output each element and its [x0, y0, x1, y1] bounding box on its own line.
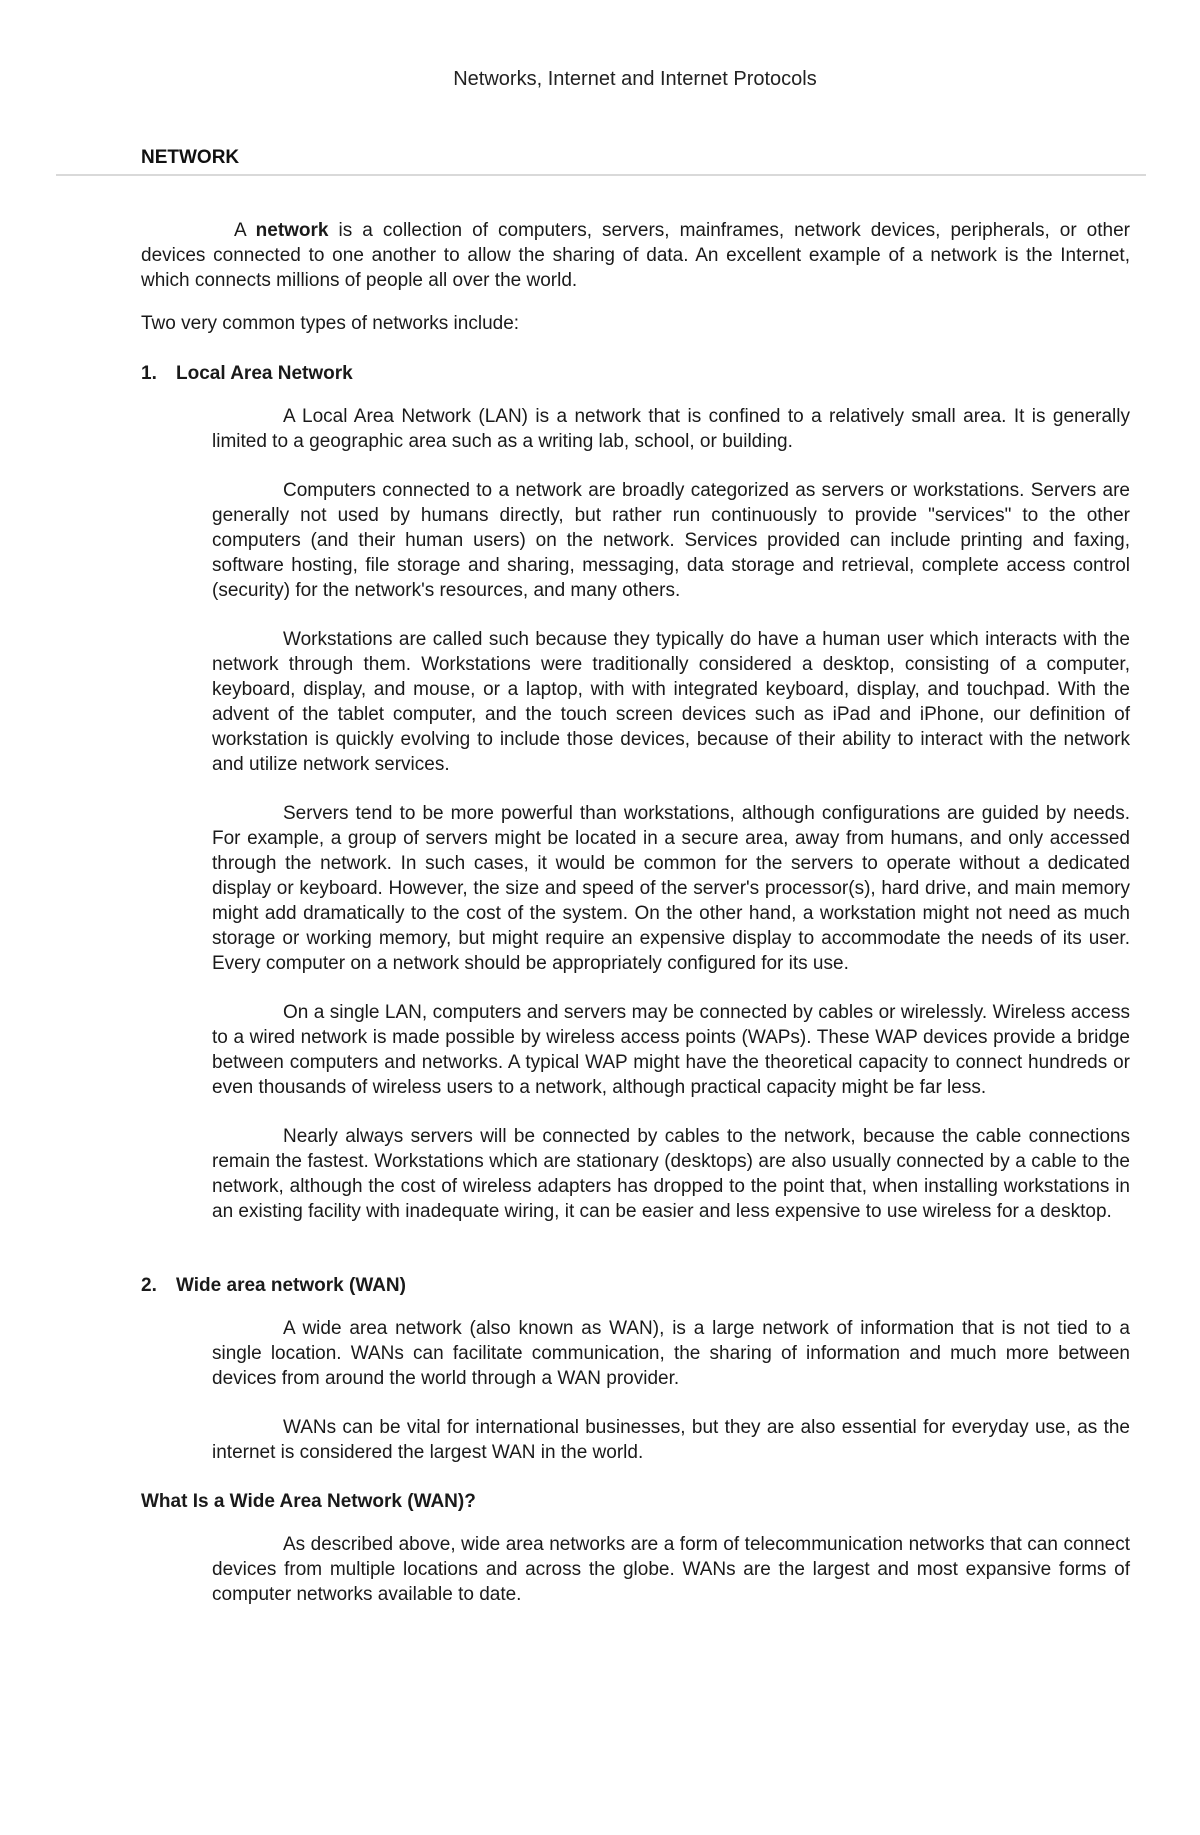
wan-paragraph: WANs can be vital for international businesses, but they are also essential for everyday use, as the internet is considered the largest WAN in the world. [212, 1417, 1130, 1463]
lan-heading [141, 361, 1130, 386]
lan-body [212, 404, 1130, 1224]
lan-heading-text: Local Area Network [176, 363, 353, 384]
lan-paragraph: Servers tend to be more powerful than workstations, although configurations are guided by needs. For example, a group of servers might be located in a secure area, away from humans, and only accessed through the network. In such cases, it would be common for the servers to operate without a dedicated display or keyboard. However, the size and speed of the server's processor(s), hard drive, and main memory might add dramatically to the cost of the system. On the other hand, a workstation might not need as much storage or working memory, but might require an expensive display to accommodate the needs of its user. Every computer on a network should be appropriately configured for its use. [212, 803, 1130, 974]
lan-paragraph: Nearly always servers will be connected by cables to the network, because the cable connections remain the fastest. Workstations which are stationary (desktops) are also usually connected by a cable to the network, although the cost of wireless adapters has dropped to the point that, when installing workstations in an existing facility with inadequate wiring, it can be easier and less expensive to use wireless for a desktop. [212, 1126, 1130, 1222]
wan-body [212, 1316, 1130, 1465]
lan-paragraph: Workstations are called such because they typically do have a human user which interacts with the network through them. Workstations were traditionally considered a desktop, consisting of a computer, keyboard, display, and mouse, or a laptop, with with integrated keyboard, display, and touchpad. With the advent of the tablet computer, and the touch screen devices such as iPad and iPhone, our definition of workstation is quickly evolving to include those devices, because of their ability to interact with the network and utilize network services. [212, 629, 1130, 775]
running-header: Networks, Internet and Internet Protocols [453, 68, 817, 90]
wan-question-paragraph: As described above, wide area networks are a form of telecommunication networks that can connect devices from multiple locations and across the globe. WANs are the largest and most expansive forms of computer networks available to date. [212, 1534, 1130, 1605]
lan-number: 1. [141, 363, 157, 384]
wan-question-body [212, 1532, 1130, 1607]
lan-paragraph: A Local Area Network (LAN) is a network that is confined to a relatively small area. It is generally limited to a geographic area such as a writing lab, school, or building. [212, 406, 1130, 452]
wan-heading-text: Wide area network (WAN) [176, 1275, 406, 1296]
wan-question-heading: What Is a Wide Area Network (WAN)? [141, 1491, 476, 1512]
lan-paragraph: Computers connected to a network are broadly categorized as servers or workstations. Servers are generally not used by humans directly, but rather run continuously to provide "services" to the other computers (and their human users) on the network. Services provided can include printing and faxing, software hosting, file storage and sharing, messaging, data storage and retrieval, complete access control (security) for the network's resources, and many others. [212, 480, 1130, 601]
intro-lead: A [234, 220, 256, 241]
intro-term: network [255, 220, 329, 241]
document-body [141, 218, 1130, 1607]
intro-rest: is a collection of computers, servers, mainframes, network devices, peripherals, or other devices connected to one another to allow the sharing of data. An excellent example of a network is the Internet, which connects millions of people all over the world. [141, 220, 1130, 291]
wan-paragraph: A wide area network (also known as WAN), is a large network of information that is not tied to a single location. WANs can facilitate communication, the sharing of information and much more between devices from around the world through a WAN provider. [212, 1318, 1130, 1389]
section-title: NETWORK [141, 147, 240, 168]
intro-paragraph [141, 218, 1130, 293]
lan-paragraph: On a single LAN, computers and servers may be connected by cables or wirelessly. Wireless access to a wired network is made possible by wireless access points (WAPs). These WAP devices provide a bridge between computers and networks. A typical WAP might have the theoretical capacity to connect hundreds or even thousands of wireless users to a network, although practical capacity might be far less. [212, 1002, 1130, 1098]
wan-heading [141, 1273, 1130, 1298]
types-intro: Two very common types of networks include: [141, 313, 520, 334]
wan-number: 2. [141, 1275, 157, 1296]
section-divider [56, 174, 1146, 176]
